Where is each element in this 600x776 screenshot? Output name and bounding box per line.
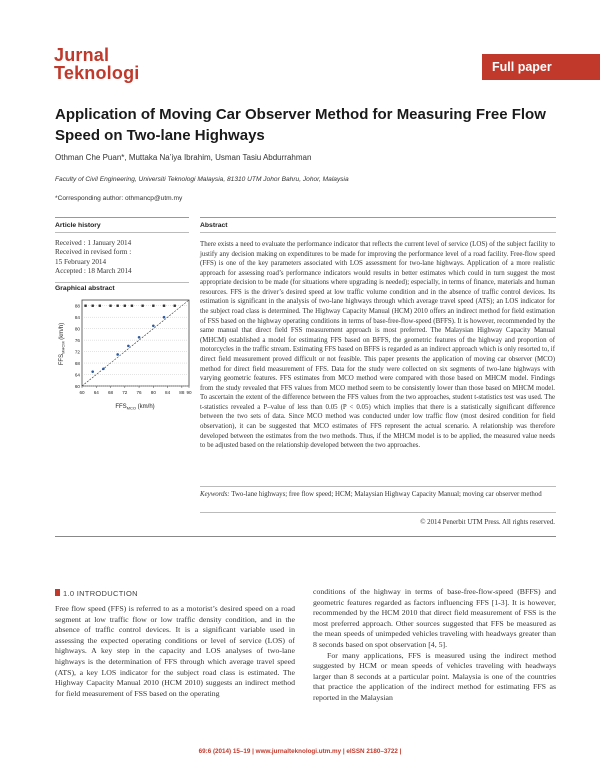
keywords-list: Two-lane highways; free flow speed; HCM; Malaysian Highway Capacity Manual; moving car observer method: [231, 491, 542, 498]
divider-bottom: [55, 536, 556, 537]
x-tick-labels: [79, 390, 192, 395]
x-axis-label-sub: MCO: [126, 405, 137, 411]
accepted-date: Accepted : 18 March 2014: [55, 267, 132, 276]
introduction-heading: 1.0 INTRODUCTION: [63, 589, 138, 598]
point-mhcm: [163, 305, 165, 307]
point-mhcm: [116, 305, 118, 307]
x-tick-label: 60: [79, 390, 85, 395]
x-tick-label: 88: [179, 390, 185, 395]
y-axis-label-main: FFS: [59, 353, 65, 366]
divider-keywords: [200, 486, 556, 487]
revised-label: Received in revised form :: [55, 248, 132, 257]
abstract-heading: Abstract: [200, 222, 228, 229]
point-mhcm: [131, 305, 133, 307]
intro-paragraph-1: conditions of the highway in terms of base-free-flow-speed (BFFS) and geometric features regarded as factors influencing FFS [1-3]. It is however, recommended by the HCM 2010 that direct field measurement of FSS is the most preferred approach. Other sources suggested that FFS be measured as the mean speeds of unimpeded vehicles traveling with headways greater than 8 seconds based on spot observation [4, 5].: [313, 587, 556, 649]
point-mhcm: [124, 305, 126, 307]
point-observed: [91, 370, 94, 373]
x-tick-label: 72: [122, 390, 128, 395]
x-axis-label-unit: (km/h): [136, 404, 155, 410]
paper-authors: Othman Che Puan*, Muttaka Na’iya Ibrahim, Usman Tasiu Abdurrahman: [55, 153, 312, 162]
y-axis-label-unit: (km/h): [59, 322, 65, 342]
divider-copyright: [200, 512, 556, 513]
point-mhcm: [84, 305, 86, 307]
divider-left-top: [55, 217, 189, 218]
x-axis-label: [115, 404, 154, 411]
article-history-heading: Article history: [55, 222, 101, 229]
y-tick-label: 84: [74, 315, 80, 321]
point-mhcm: [141, 305, 143, 307]
x-tick-label: 76: [136, 390, 142, 395]
y-tick-label: 72: [74, 349, 80, 355]
x-tick-label: 68: [107, 390, 114, 395]
x-tick-label: 84: [165, 390, 171, 395]
point-observed: [116, 353, 119, 356]
journal-logo-line1: Jurnal: [54, 45, 110, 65]
divider-left-sub: [55, 232, 189, 233]
point-observed: [152, 325, 155, 328]
revised-date: 15 February 2014: [55, 257, 107, 266]
intro-column-1: Free flow speed (FFS) is referred to as a motorist’s desired speed on a road segment at low traffic flow or low traffic density condition, and in the absence of traffic control devices. It is a significant variable used in assessing the expected operating conditions or level of service (LOS) of highways. A key step in the capacity and LOS analyses of two-lane highways is the determination of FFS through which average travel speed (ATS), a key LOS indicator for the subject road class is estimated. The Highway Capacity Manual 2010 (HCM 2010) suggests an indirect method for field measurement of FSS based on the operating: [55, 604, 295, 698]
y-axis-label: [59, 323, 66, 365]
y-tick-label: 64: [74, 372, 80, 378]
x-tick-label: 64: [93, 390, 99, 395]
y-tick-labels: [75, 304, 81, 389]
y-tick-label: 76: [74, 338, 80, 344]
graphical-abstract-chart: [55, 296, 195, 414]
point-mhcm: [92, 305, 94, 307]
paper-affiliation: Faculty of Civil Engineering, Universiti Teknologi Malaysia, 81310 UTM Johor Bahru, Johor, Malaysia: [55, 176, 349, 183]
point-observed: [102, 368, 105, 371]
received-date: Received : 1 January 2014: [55, 239, 132, 247]
y-axis-label-sub: MHCM: [60, 341, 66, 354]
y-tick-label: 68: [74, 361, 80, 367]
divider-right-sub: [200, 232, 556, 233]
intro-column-2: [313, 587, 556, 704]
divider-right-top: [200, 217, 556, 218]
point-observed: [163, 316, 166, 319]
graphical-abstract-heading: Graphical abstract: [55, 285, 115, 292]
point-mhcm: [152, 305, 154, 307]
journal-logo-line2: Teknologi: [54, 63, 140, 83]
abstract-body: There exists a need to evaluate the performance indicator that reflects the current level of service (LOS) of the subject facility to justify any decision making on expenditures to be made for improving the performance level of a road facility. Free-flow speed (FFS) is one of the key parameters associated with LOS assessment for two-lane highways. Application of a more realistic approach for assessing road’s performance indicators would results in better estimates which could in turn suggest the most appropriate decision to be made (for situations where upgrading is needed); especially, in terms of finance, materials and human resources. FFS is the driver’s desired speed at low traffic volume condition and in the absence of traffic control devices. Its estimation is significant in the analysis of two-lane highways through which average travel speed (ATS); an LOS indicator for the subject road class is determined. The Highway Capacity Manual (HCM) 2010 offers an indirect method for field estimation of FSS based on the highway operating conditions in terms of base-free-flow-speed (BFFS). It is however, recommended by the same manual that direct field FSS measurement approach is most preferred. The Malaysian Highway Capacity Manual (MHCM) established a model for estimating FFS based on BFFS, the geometric features of the highway and proportion of motorcycles in the traffic stream. Estimating FFS based on BFFS is regarded as an indirect approach which is only resorted to, if direct field measurement proved difficult or not feasible. This paper presents the application of moving car observer (MCO) method for direct field measurement of FFS. Data for the study were collected on six segments of two-lane highways with varying geometric features. FFS estimates from MCO method were compared with those based on MHCM model. Findings from the study revealed that FFS values from MCO method seem to be consistently lower than those based on MHCM model. To ascertain the extent of the difference between the FFS values from the two approaches, student t-statistics test was used. The t-statistics revealed a P–value of less than 0.05 (P < 0.05) which implies that there is a statistically significant difference between the two sets of data. Since MCO method was conducted under low traffic flow (most desired condition for field observation), it can be suggested that MCO estimates of FFS represent the actual scenario. A relationship was therefore developed between the estimates from the two methods. Thus, if the MHCM model is to be applied, the measured value needs to be adjusted based on the relationship developed between the two approaches.: [200, 241, 555, 450]
keywords-label: Keywords:: [200, 491, 230, 498]
y-tick-label: 80: [74, 326, 80, 332]
intro-paragraph-2: For many applications, FFS is measured using the indirect method suggested by HCM or mean speeds of vehicles traveling with headways larger than 8 seconds at a particular point. Malaysia is one of the countries that practice the application of the indirect method for estimating FFS as reported in the Malaysian: [313, 650, 556, 702]
y-tick-label: 60: [74, 384, 80, 389]
corresponding-author: *Corresponding author: othmancp@utm.my: [55, 195, 183, 202]
page-footer: 69:6 (2014) 15–19 | www.jurnalteknologi.utm.my | eISSN 2180–3722 |: [198, 748, 402, 755]
x-tick-label: 90: [186, 390, 192, 395]
point-mhcm: [174, 305, 176, 307]
point-mhcm: [99, 305, 101, 307]
y-tick-label: 88: [74, 303, 80, 309]
section-marker: [55, 589, 60, 596]
keywords: [200, 490, 555, 499]
divider-graphical: [55, 282, 189, 283]
point-observed: [138, 336, 141, 339]
paper-title: Application of Moving Car Observer Method for Measuring Free Flow Speed on Two-lane Highways: [55, 106, 546, 144]
copyright: © 2014 Penerbit UTM Press. All rights reserved.: [420, 519, 555, 526]
point-mhcm: [109, 305, 111, 307]
article-history-dates: [55, 239, 132, 277]
x-tick-label: 80: [150, 390, 156, 395]
full-paper-badge: Full paper: [482, 54, 600, 80]
x-axis-label-main: FFS: [115, 404, 127, 410]
point-observed: [127, 345, 130, 348]
